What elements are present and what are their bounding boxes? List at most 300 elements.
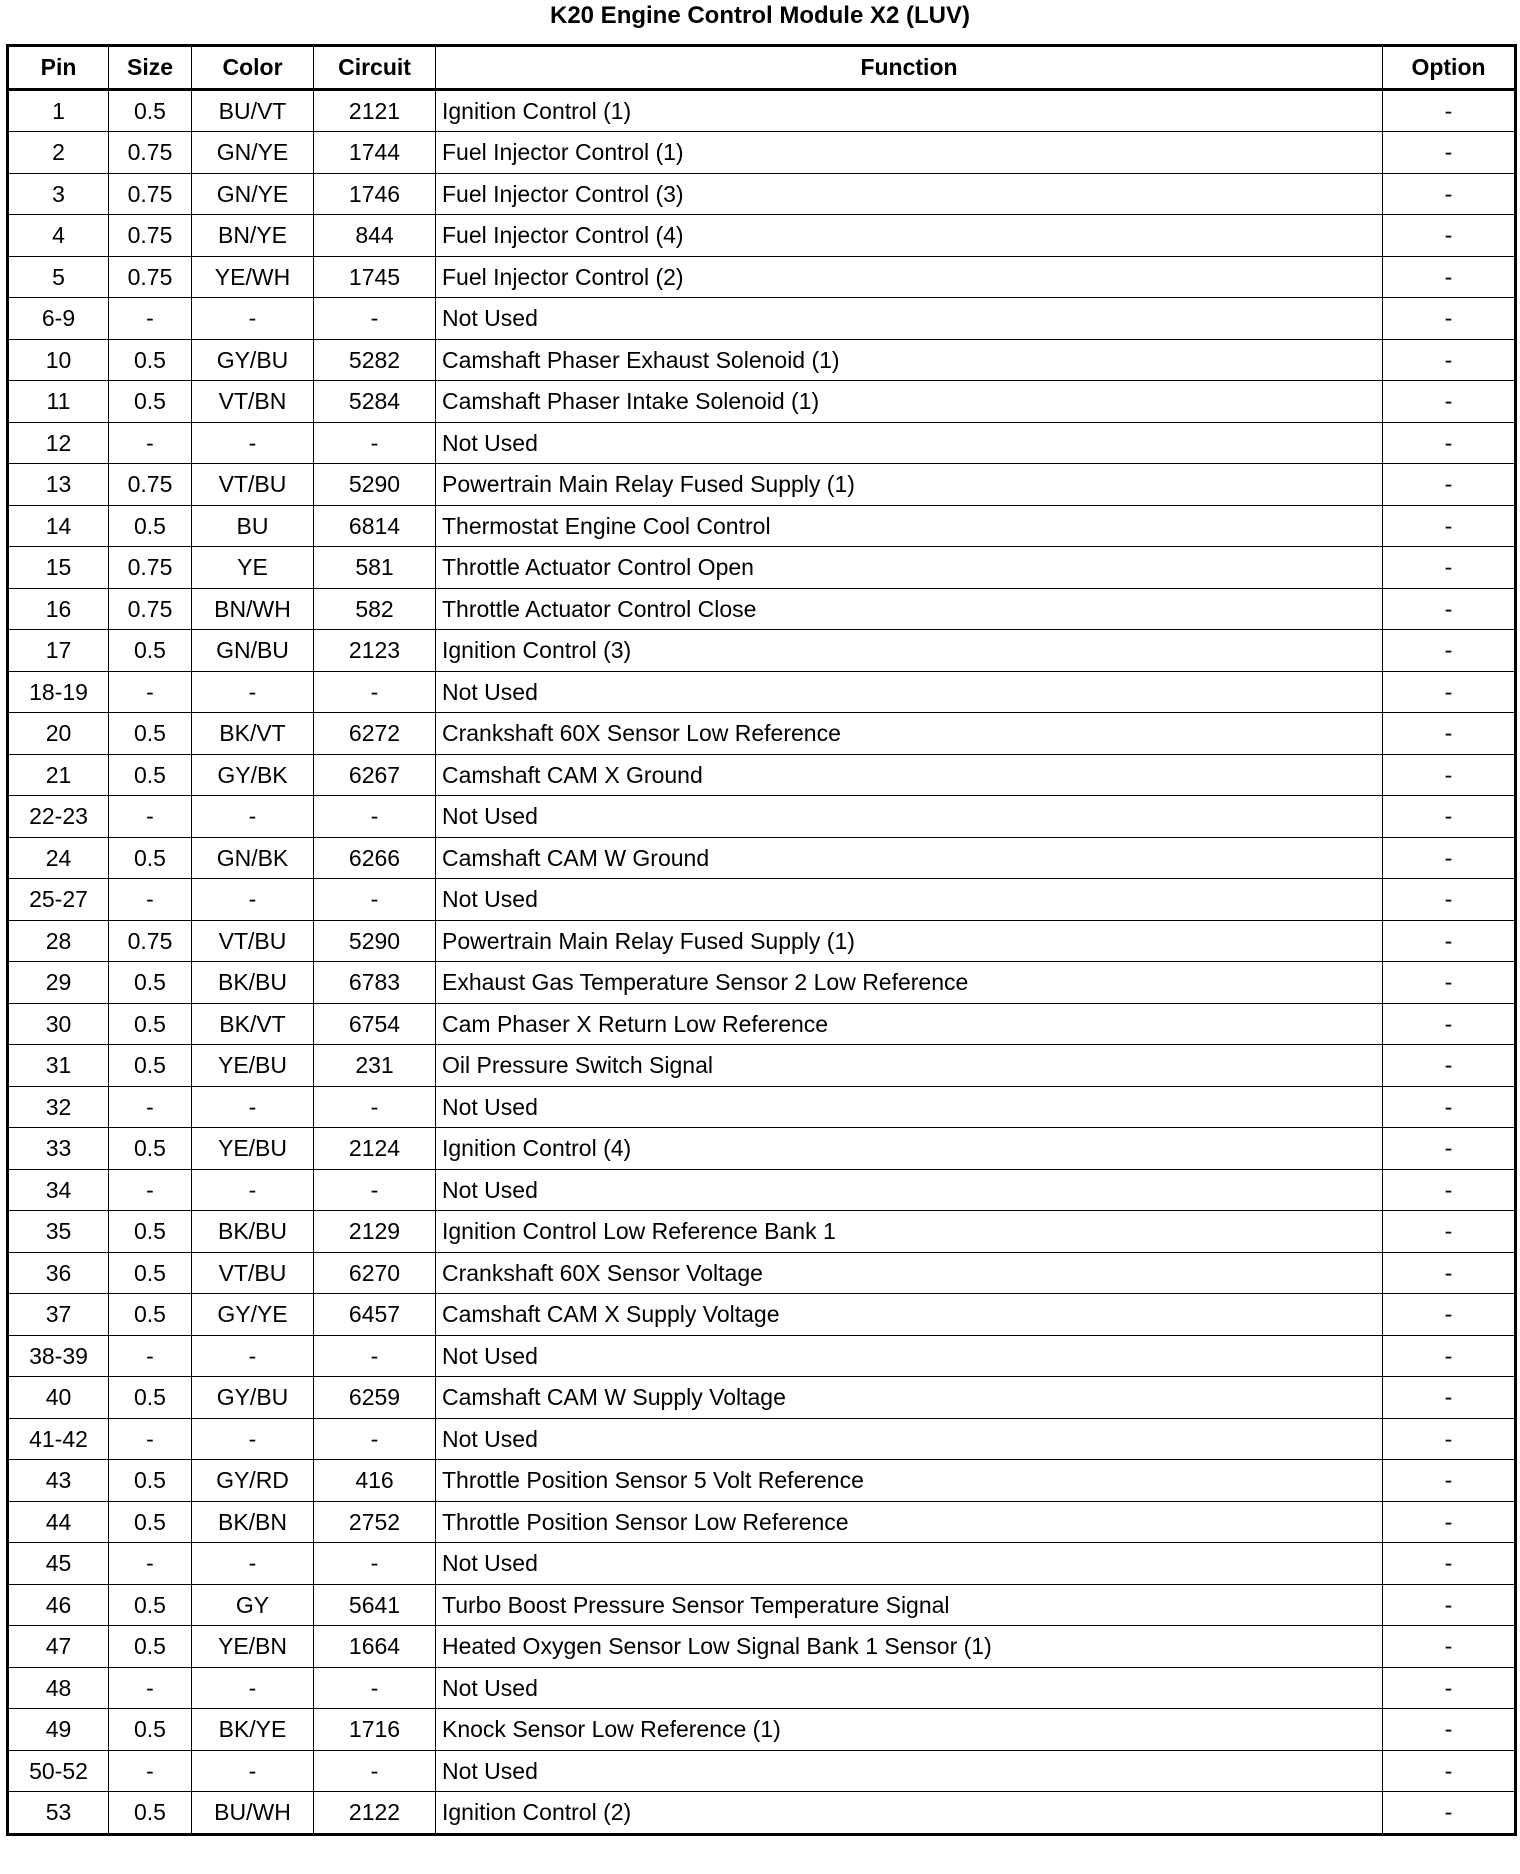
circuit-cell: 1664 — [314, 1626, 436, 1668]
circuit-cell: - — [314, 796, 436, 838]
table-row — [8, 1211, 1516, 1253]
size-cell: - — [109, 671, 192, 713]
table-row — [8, 671, 1516, 713]
option-cell: - — [1383, 215, 1516, 257]
table-row — [8, 1792, 1516, 1835]
color-cell: - — [192, 796, 314, 838]
table-row — [8, 1418, 1516, 1460]
option-cell: - — [1383, 879, 1516, 921]
circuit-cell: 2123 — [314, 630, 436, 672]
color-cell: BK/YE — [192, 1709, 314, 1751]
color-cell: BU/VT — [192, 89, 314, 132]
function-cell: Throttle Actuator Control Open — [436, 547, 1383, 589]
color-cell: BK/VT — [192, 1003, 314, 1045]
option-cell: - — [1383, 339, 1516, 381]
size-cell: 0.5 — [109, 1252, 192, 1294]
table-row — [8, 1252, 1516, 1294]
function-cell: Throttle Position Sensor 5 Volt Reference — [436, 1460, 1383, 1502]
color-cell: VT/BU — [192, 464, 314, 506]
function-cell: Thermostat Engine Cool Control — [436, 505, 1383, 547]
pin-cell: 12 — [8, 422, 109, 464]
size-cell: 0.75 — [109, 920, 192, 962]
pin-cell: 48 — [8, 1667, 109, 1709]
circuit-cell: 2122 — [314, 1792, 436, 1835]
pin-cell: 43 — [8, 1460, 109, 1502]
pin-cell: 1 — [8, 89, 109, 132]
circuit-cell: 2752 — [314, 1501, 436, 1543]
table-row — [8, 1709, 1516, 1751]
option-cell: - — [1383, 1460, 1516, 1502]
function-cell: Not Used — [436, 796, 1383, 838]
function-cell: Camshaft Phaser Exhaust Solenoid (1) — [436, 339, 1383, 381]
color-cell: - — [192, 298, 314, 340]
size-cell: 0.5 — [109, 339, 192, 381]
column-header-circuit: Circuit — [314, 46, 436, 90]
pin-cell: 36 — [8, 1252, 109, 1294]
pin-cell: 46 — [8, 1584, 109, 1626]
function-cell: Not Used — [436, 422, 1383, 464]
option-cell: - — [1383, 1169, 1516, 1211]
function-cell: Not Used — [436, 1667, 1383, 1709]
pinout-table — [6, 44, 1517, 1836]
function-cell: Camshaft CAM W Supply Voltage — [436, 1377, 1383, 1419]
size-cell: - — [109, 1418, 192, 1460]
pin-cell: 44 — [8, 1501, 109, 1543]
table-row — [8, 837, 1516, 879]
table-row — [8, 422, 1516, 464]
size-cell: 0.5 — [109, 1460, 192, 1502]
option-cell: - — [1383, 1584, 1516, 1626]
size-cell: 0.5 — [109, 837, 192, 879]
size-cell: 0.5 — [109, 630, 192, 672]
pin-cell: 17 — [8, 630, 109, 672]
option-cell: - — [1383, 1750, 1516, 1792]
table-row — [8, 547, 1516, 589]
circuit-cell: 5290 — [314, 920, 436, 962]
color-cell: - — [192, 422, 314, 464]
circuit-cell: - — [314, 422, 436, 464]
pin-cell: 13 — [8, 464, 109, 506]
size-cell: 0.75 — [109, 132, 192, 174]
color-cell: - — [192, 1543, 314, 1585]
function-cell: Throttle Position Sensor Low Reference — [436, 1501, 1383, 1543]
page-title: K20 Engine Control Module X2 (LUV) — [549, 2, 970, 29]
table-row — [8, 173, 1516, 215]
table-row — [8, 381, 1516, 423]
table-row — [8, 1626, 1516, 1668]
pin-cell: 11 — [8, 381, 109, 423]
function-cell: Crankshaft 60X Sensor Low Reference — [436, 713, 1383, 755]
function-cell: Not Used — [436, 1086, 1383, 1128]
circuit-cell: 1716 — [314, 1709, 436, 1751]
circuit-cell: 5641 — [314, 1584, 436, 1626]
option-cell: - — [1383, 630, 1516, 672]
color-cell: BU — [192, 505, 314, 547]
size-cell: 0.5 — [109, 1294, 192, 1336]
color-cell: - — [192, 1750, 314, 1792]
option-cell: - — [1383, 754, 1516, 796]
circuit-cell: - — [314, 1750, 436, 1792]
function-cell: Camshaft CAM X Supply Voltage — [436, 1294, 1383, 1336]
color-cell: GY/YE — [192, 1294, 314, 1336]
option-cell: - — [1383, 837, 1516, 879]
pin-cell: 34 — [8, 1169, 109, 1211]
circuit-cell: 844 — [314, 215, 436, 257]
pin-cell: 6-9 — [8, 298, 109, 340]
table-row — [8, 588, 1516, 630]
function-cell: Not Used — [436, 1750, 1383, 1792]
color-cell: YE/BU — [192, 1045, 314, 1087]
function-cell: Ignition Control (1) — [436, 89, 1383, 132]
function-cell: Powertrain Main Relay Fused Supply (1) — [436, 464, 1383, 506]
table-row — [8, 256, 1516, 298]
pin-cell: 2 — [8, 132, 109, 174]
pin-cell: 30 — [8, 1003, 109, 1045]
option-cell: - — [1383, 173, 1516, 215]
size-cell: - — [109, 1667, 192, 1709]
option-cell: - — [1383, 1128, 1516, 1170]
table-row — [8, 1667, 1516, 1709]
option-cell: - — [1383, 796, 1516, 838]
color-cell: GY/BU — [192, 1377, 314, 1419]
circuit-cell: 5282 — [314, 339, 436, 381]
pin-cell: 15 — [8, 547, 109, 589]
size-cell: 0.5 — [109, 1501, 192, 1543]
circuit-cell: 5290 — [314, 464, 436, 506]
size-cell: 0.75 — [109, 547, 192, 589]
size-cell: 0.5 — [109, 713, 192, 755]
option-cell: - — [1383, 1294, 1516, 1336]
size-cell: 0.75 — [109, 464, 192, 506]
circuit-cell: - — [314, 1086, 436, 1128]
table-row — [8, 1294, 1516, 1336]
column-header-size: Size — [109, 46, 192, 90]
color-cell: GN/BU — [192, 630, 314, 672]
circuit-cell: 6754 — [314, 1003, 436, 1045]
circuit-cell: 6783 — [314, 962, 436, 1004]
color-cell: BN/WH — [192, 588, 314, 630]
function-cell: Oil Pressure Switch Signal — [436, 1045, 1383, 1087]
circuit-cell: - — [314, 1418, 436, 1460]
option-cell: - — [1383, 671, 1516, 713]
pin-cell: 38-39 — [8, 1335, 109, 1377]
function-cell: Not Used — [436, 298, 1383, 340]
size-cell: 0.5 — [109, 1003, 192, 1045]
pin-cell: 33 — [8, 1128, 109, 1170]
option-cell: - — [1383, 298, 1516, 340]
table-row — [8, 713, 1516, 755]
color-cell: - — [192, 1169, 314, 1211]
option-cell: - — [1383, 256, 1516, 298]
function-cell: Not Used — [436, 879, 1383, 921]
table-body — [8, 89, 1516, 1834]
color-cell: YE/BN — [192, 1626, 314, 1668]
pin-cell: 40 — [8, 1377, 109, 1419]
option-cell: - — [1383, 381, 1516, 423]
circuit-cell: - — [314, 1169, 436, 1211]
circuit-cell: - — [314, 298, 436, 340]
circuit-cell: 582 — [314, 588, 436, 630]
size-cell: 0.5 — [109, 381, 192, 423]
option-cell: - — [1383, 1667, 1516, 1709]
function-cell: Fuel Injector Control (2) — [436, 256, 1383, 298]
table-row — [8, 1501, 1516, 1543]
size-cell: 0.5 — [109, 1792, 192, 1835]
table-row — [8, 1086, 1516, 1128]
function-cell: Not Used — [436, 1169, 1383, 1211]
color-cell: GN/BK — [192, 837, 314, 879]
circuit-cell: 6259 — [314, 1377, 436, 1419]
circuit-cell: 6266 — [314, 837, 436, 879]
option-cell: - — [1383, 1418, 1516, 1460]
table-row — [8, 1128, 1516, 1170]
size-cell: - — [109, 1335, 192, 1377]
pin-cell: 22-23 — [8, 796, 109, 838]
color-cell: GN/YE — [192, 132, 314, 174]
table-row — [8, 630, 1516, 672]
size-cell: - — [109, 796, 192, 838]
function-cell: Camshaft Phaser Intake Solenoid (1) — [436, 381, 1383, 423]
color-cell: BU/WH — [192, 1792, 314, 1835]
circuit-cell: 581 — [314, 547, 436, 589]
size-cell: 0.75 — [109, 256, 192, 298]
pin-cell: 35 — [8, 1211, 109, 1253]
pin-cell: 5 — [8, 256, 109, 298]
pin-cell: 16 — [8, 588, 109, 630]
pin-cell: 50-52 — [8, 1750, 109, 1792]
column-header-pin: Pin — [8, 46, 109, 90]
pin-cell: 14 — [8, 505, 109, 547]
circuit-cell: 6457 — [314, 1294, 436, 1336]
color-cell: - — [192, 879, 314, 921]
table-row — [8, 89, 1516, 132]
pin-cell: 4 — [8, 215, 109, 257]
option-cell: - — [1383, 962, 1516, 1004]
circuit-cell: - — [314, 1335, 436, 1377]
pin-cell: 53 — [8, 1792, 109, 1835]
function-cell: Ignition Control Low Reference Bank 1 — [436, 1211, 1383, 1253]
color-cell: - — [192, 671, 314, 713]
option-cell: - — [1383, 89, 1516, 132]
function-cell: Crankshaft 60X Sensor Voltage — [436, 1252, 1383, 1294]
column-header-color: Color — [192, 46, 314, 90]
pin-cell: 41-42 — [8, 1418, 109, 1460]
pin-cell: 49 — [8, 1709, 109, 1751]
pin-cell: 21 — [8, 754, 109, 796]
circuit-cell: 5284 — [314, 381, 436, 423]
size-cell: 0.5 — [109, 1584, 192, 1626]
function-cell: Cam Phaser X Return Low Reference — [436, 1003, 1383, 1045]
function-cell: Not Used — [436, 671, 1383, 713]
size-cell: 0.5 — [109, 1045, 192, 1087]
pin-cell: 37 — [8, 1294, 109, 1336]
table-row — [8, 754, 1516, 796]
size-cell: - — [109, 1169, 192, 1211]
function-cell: Heated Oxygen Sensor Low Signal Bank 1 Sensor (1) — [436, 1626, 1383, 1668]
pin-cell: 20 — [8, 713, 109, 755]
color-cell: BK/BU — [192, 1211, 314, 1253]
circuit-cell: 231 — [314, 1045, 436, 1087]
pin-cell: 10 — [8, 339, 109, 381]
circuit-cell: 6267 — [314, 754, 436, 796]
circuit-cell: 2121 — [314, 89, 436, 132]
color-cell: VT/BU — [192, 1252, 314, 1294]
pin-cell: 24 — [8, 837, 109, 879]
table-row — [8, 339, 1516, 381]
color-cell: GY/RD — [192, 1460, 314, 1502]
size-cell: - — [109, 879, 192, 921]
circuit-cell: 1744 — [314, 132, 436, 174]
circuit-cell: 6270 — [314, 1252, 436, 1294]
option-cell: - — [1383, 464, 1516, 506]
function-cell: Not Used — [436, 1335, 1383, 1377]
color-cell: VT/BU — [192, 920, 314, 962]
table-row — [8, 132, 1516, 174]
function-cell: Throttle Actuator Control Close — [436, 588, 1383, 630]
size-cell: 0.5 — [109, 1377, 192, 1419]
circuit-cell: 416 — [314, 1460, 436, 1502]
pin-cell: 18-19 — [8, 671, 109, 713]
color-cell: YE/BU — [192, 1128, 314, 1170]
table-row — [8, 1460, 1516, 1502]
color-cell: GY — [192, 1584, 314, 1626]
option-cell: - — [1383, 1501, 1516, 1543]
color-cell: - — [192, 1335, 314, 1377]
circuit-cell: - — [314, 879, 436, 921]
size-cell: - — [109, 1086, 192, 1128]
color-cell: - — [192, 1086, 314, 1128]
option-cell: - — [1383, 1086, 1516, 1128]
function-cell: Ignition Control (4) — [436, 1128, 1383, 1170]
pin-cell: 29 — [8, 962, 109, 1004]
option-cell: - — [1383, 713, 1516, 755]
color-cell: GY/BK — [192, 754, 314, 796]
circuit-cell: - — [314, 1667, 436, 1709]
option-cell: - — [1383, 1792, 1516, 1835]
table-row — [8, 1169, 1516, 1211]
color-cell: YE — [192, 547, 314, 589]
color-cell: YE/WH — [192, 256, 314, 298]
table-row — [8, 215, 1516, 257]
color-cell: BN/YE — [192, 215, 314, 257]
pin-cell: 28 — [8, 920, 109, 962]
table-row — [8, 1335, 1516, 1377]
option-cell: - — [1383, 1045, 1516, 1087]
option-cell: - — [1383, 1211, 1516, 1253]
table-row — [8, 920, 1516, 962]
size-cell: 0.5 — [109, 1128, 192, 1170]
function-cell: Not Used — [436, 1543, 1383, 1585]
size-cell: - — [109, 1750, 192, 1792]
function-cell: Ignition Control (2) — [436, 1792, 1383, 1835]
table-row — [8, 1003, 1516, 1045]
size-cell: 0.5 — [109, 505, 192, 547]
size-cell: 0.75 — [109, 215, 192, 257]
function-cell: Ignition Control (3) — [436, 630, 1383, 672]
option-cell: - — [1383, 1543, 1516, 1585]
circuit-cell: 1746 — [314, 173, 436, 215]
table-row — [8, 1045, 1516, 1087]
table-row — [8, 464, 1516, 506]
function-cell: Exhaust Gas Temperature Sensor 2 Low Reference — [436, 962, 1383, 1004]
function-cell: Knock Sensor Low Reference (1) — [436, 1709, 1383, 1751]
header-row — [8, 46, 1516, 90]
table-row — [8, 796, 1516, 838]
circuit-cell: 1745 — [314, 256, 436, 298]
option-cell: - — [1383, 1003, 1516, 1045]
table-row — [8, 298, 1516, 340]
size-cell: 0.75 — [109, 588, 192, 630]
table-row — [8, 1543, 1516, 1585]
function-cell: Fuel Injector Control (4) — [436, 215, 1383, 257]
option-cell: - — [1383, 505, 1516, 547]
color-cell: VT/BN — [192, 381, 314, 423]
size-cell: 0.75 — [109, 173, 192, 215]
option-cell: - — [1383, 920, 1516, 962]
circuit-cell: 2129 — [314, 1211, 436, 1253]
option-cell: - — [1383, 132, 1516, 174]
option-cell: - — [1383, 1335, 1516, 1377]
table-row — [8, 1584, 1516, 1626]
size-cell: 0.5 — [109, 1211, 192, 1253]
table-row — [8, 879, 1516, 921]
pin-cell: 47 — [8, 1626, 109, 1668]
pin-cell: 31 — [8, 1045, 109, 1087]
function-cell: Camshaft CAM W Ground — [436, 837, 1383, 879]
table-row — [8, 962, 1516, 1004]
table-row — [8, 1750, 1516, 1792]
option-cell: - — [1383, 547, 1516, 589]
column-header-function: Function — [436, 46, 1383, 90]
color-cell: BK/BU — [192, 962, 314, 1004]
option-cell: - — [1383, 588, 1516, 630]
size-cell: - — [109, 422, 192, 464]
color-cell: - — [192, 1667, 314, 1709]
function-cell: Fuel Injector Control (3) — [436, 173, 1383, 215]
column-header-option: Option — [1383, 46, 1516, 90]
circuit-cell: 6272 — [314, 713, 436, 755]
function-cell: Fuel Injector Control (1) — [436, 132, 1383, 174]
table-row — [8, 1377, 1516, 1419]
pin-cell: 25-27 — [8, 879, 109, 921]
size-cell: 0.5 — [109, 754, 192, 796]
circuit-cell: 2124 — [314, 1128, 436, 1170]
table-row — [8, 505, 1516, 547]
pin-cell: 3 — [8, 173, 109, 215]
option-cell: - — [1383, 1709, 1516, 1751]
option-cell: - — [1383, 1626, 1516, 1668]
color-cell: GN/YE — [192, 173, 314, 215]
option-cell: - — [1383, 1252, 1516, 1294]
pin-cell: 32 — [8, 1086, 109, 1128]
color-cell: BK/VT — [192, 713, 314, 755]
function-cell: Turbo Boost Pressure Sensor Temperature Signal — [436, 1584, 1383, 1626]
function-cell: Camshaft CAM X Ground — [436, 754, 1383, 796]
option-cell: - — [1383, 1377, 1516, 1419]
size-cell: 0.5 — [109, 89, 192, 132]
circuit-cell: - — [314, 671, 436, 713]
color-cell: BK/BN — [192, 1501, 314, 1543]
size-cell: 0.5 — [109, 1709, 192, 1751]
option-cell: - — [1383, 422, 1516, 464]
circuit-cell: - — [314, 1543, 436, 1585]
size-cell: - — [109, 298, 192, 340]
color-cell: - — [192, 1418, 314, 1460]
color-cell: GY/BU — [192, 339, 314, 381]
size-cell: - — [109, 1543, 192, 1585]
pin-cell: 45 — [8, 1543, 109, 1585]
function-cell: Not Used — [436, 1418, 1383, 1460]
